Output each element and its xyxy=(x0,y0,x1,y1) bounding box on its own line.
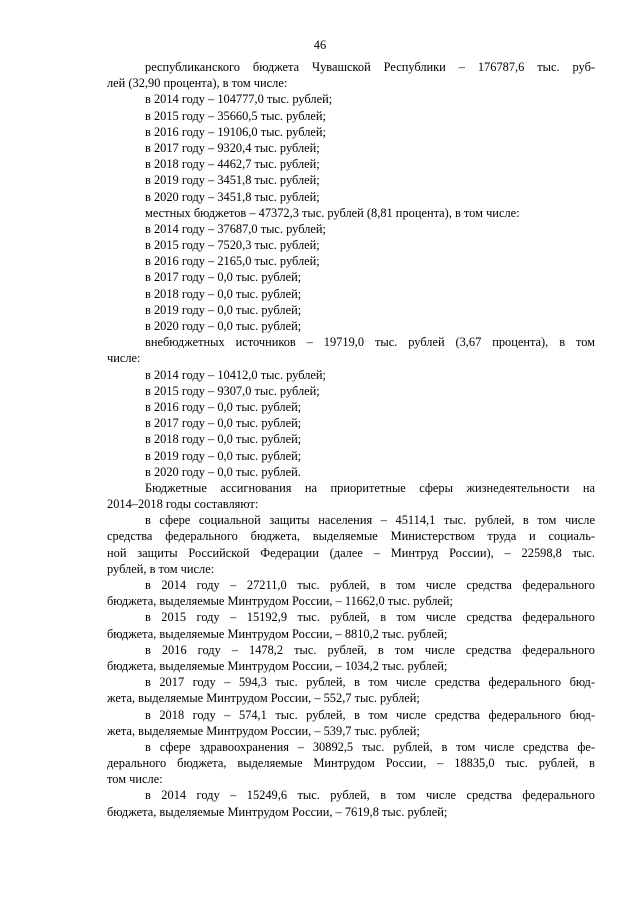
text-line: в 2015 году – 35660,5 тыс. рублей; xyxy=(145,108,326,123)
page-number: 46 xyxy=(313,38,327,52)
text-line: бюджета, выделяемые Минтрудом России, – 7619,8 тыс. рублей; xyxy=(107,804,448,819)
text-line: в 2017 году – 9320,4 тыс. рублей; xyxy=(145,140,320,155)
text-line: в 2020 году – 3451,8 тыс. рублей; xyxy=(145,189,320,204)
text-line: жета, выделяемые Минтрудом России, – 539,7 тыс. рублей; xyxy=(107,723,420,738)
text-line: в 2018 году – 0,0 тыс. рублей; xyxy=(145,286,302,301)
text-line: Бюджетные ассигнования на приоритетные сферы жизнедеятельности на xyxy=(145,480,595,495)
text-line: в 2017 году – 594,3 тыс. рублей, в том числе средства федерального бюд- xyxy=(145,675,595,690)
text-line: бюджета, выделяемые Минтрудом России, – 8810,2 тыс. рублей; xyxy=(107,626,448,641)
text-line: в 2015 году – 9307,0 тыс. рублей; xyxy=(145,383,320,398)
text-line: в 2016 году – 0,0 тыс. рублей; xyxy=(145,399,302,414)
text-line: в 2019 году – 0,0 тыс. рублей; xyxy=(145,302,302,317)
text-line: ной защиты Российской Федерации (далее – Минтруд России), – 22598,8 тыс. xyxy=(107,545,595,560)
text-line: в 2015 году – 7520,3 тыс. рублей; xyxy=(145,238,320,253)
text-line: 2014–2018 годы составляют: xyxy=(107,497,259,512)
text-line: в сфере социальной защиты населения – 45114,1 тыс. рублей, в том числе xyxy=(145,513,595,528)
text-line: в 2014 году – 10412,0 тыс. рублей; xyxy=(145,367,326,382)
text-line: в 2014 году – 27211,0 тыс. рублей, в том числе средства федерального xyxy=(145,578,595,592)
text-line: в 2018 году – 0,0 тыс. рублей; xyxy=(145,432,302,447)
document-body xyxy=(107,59,595,820)
text-line: в 2014 году – 104777,0 тыс. рублей; xyxy=(145,92,333,107)
text-line: лей (32,90 процента), в том числе: xyxy=(107,76,288,91)
text-line: средства федерального бюджета, выделяемые Министерством труда и социаль- xyxy=(107,529,595,544)
text-line: внебюджетных источников – 19719,0 тыс. рублей (3,67 процента), в том xyxy=(145,335,595,350)
text-line: числе: xyxy=(107,351,141,366)
text-line: бюджета, выделяемые Минтрудом России, – 1034,2 тыс. рублей; xyxy=(107,658,448,673)
text-line: дерального бюджета, выделяемые Минтрудом России, – 18835,0 тыс. рублей, в xyxy=(107,756,595,771)
text-line: в 2020 году – 0,0 тыс. рублей. xyxy=(145,464,301,479)
text-line: в 2014 году – 37687,0 тыс. рублей; xyxy=(145,221,326,236)
text-line: в сфере здравоохранения – 30892,5 тыс. рублей, в том числе средства фе- xyxy=(145,739,595,754)
text-line: в 2018 году – 4462,7 тыс. рублей; xyxy=(145,157,320,172)
text-line: в 2018 году – 574,1 тыс. рублей, в том числе средства федерального бюд- xyxy=(145,707,595,722)
text-line: том числе: xyxy=(107,772,163,787)
text-line: в 2017 году – 0,0 тыс. рублей; xyxy=(145,416,302,431)
text-line: в 2020 году – 0,0 тыс. рублей; xyxy=(145,319,302,333)
text-line: бюджета, выделяемые Минтрудом России, – 11662,0 тыс. рублей; xyxy=(107,594,454,609)
text-line: в 2019 году – 3451,8 тыс. рублей; xyxy=(145,173,320,188)
text-line: в 2016 году – 2165,0 тыс. рублей; xyxy=(145,254,320,269)
text-line: рублей, в том числе: xyxy=(107,561,215,576)
text-line: республиканского бюджета Чувашской Республики – 176787,6 тыс. руб- xyxy=(145,60,595,74)
text-line: в 2016 году – 19106,0 тыс. рублей; xyxy=(145,124,326,139)
text-line: жета, выделяемые Минтрудом России, – 552,7 тыс. рублей; xyxy=(107,691,420,706)
text-line: в 2016 году – 1478,2 тыс. рублей, в том числе средства федерального xyxy=(145,642,595,657)
text-line: в 2019 году – 0,0 тыс. рублей; xyxy=(145,448,302,463)
text-line: в 2017 году – 0,0 тыс. рублей; xyxy=(145,270,302,285)
text-line: в 2015 году – 15192,9 тыс. рублей, в том числе средства федерального xyxy=(145,610,595,625)
text-line: в 2014 году – 15249,6 тыс. рублей, в том числе средства федерального xyxy=(145,788,595,803)
text-line: местных бюджетов – 47372,3 тыс. рублей (8,81 процента), в том числе: xyxy=(145,205,520,220)
